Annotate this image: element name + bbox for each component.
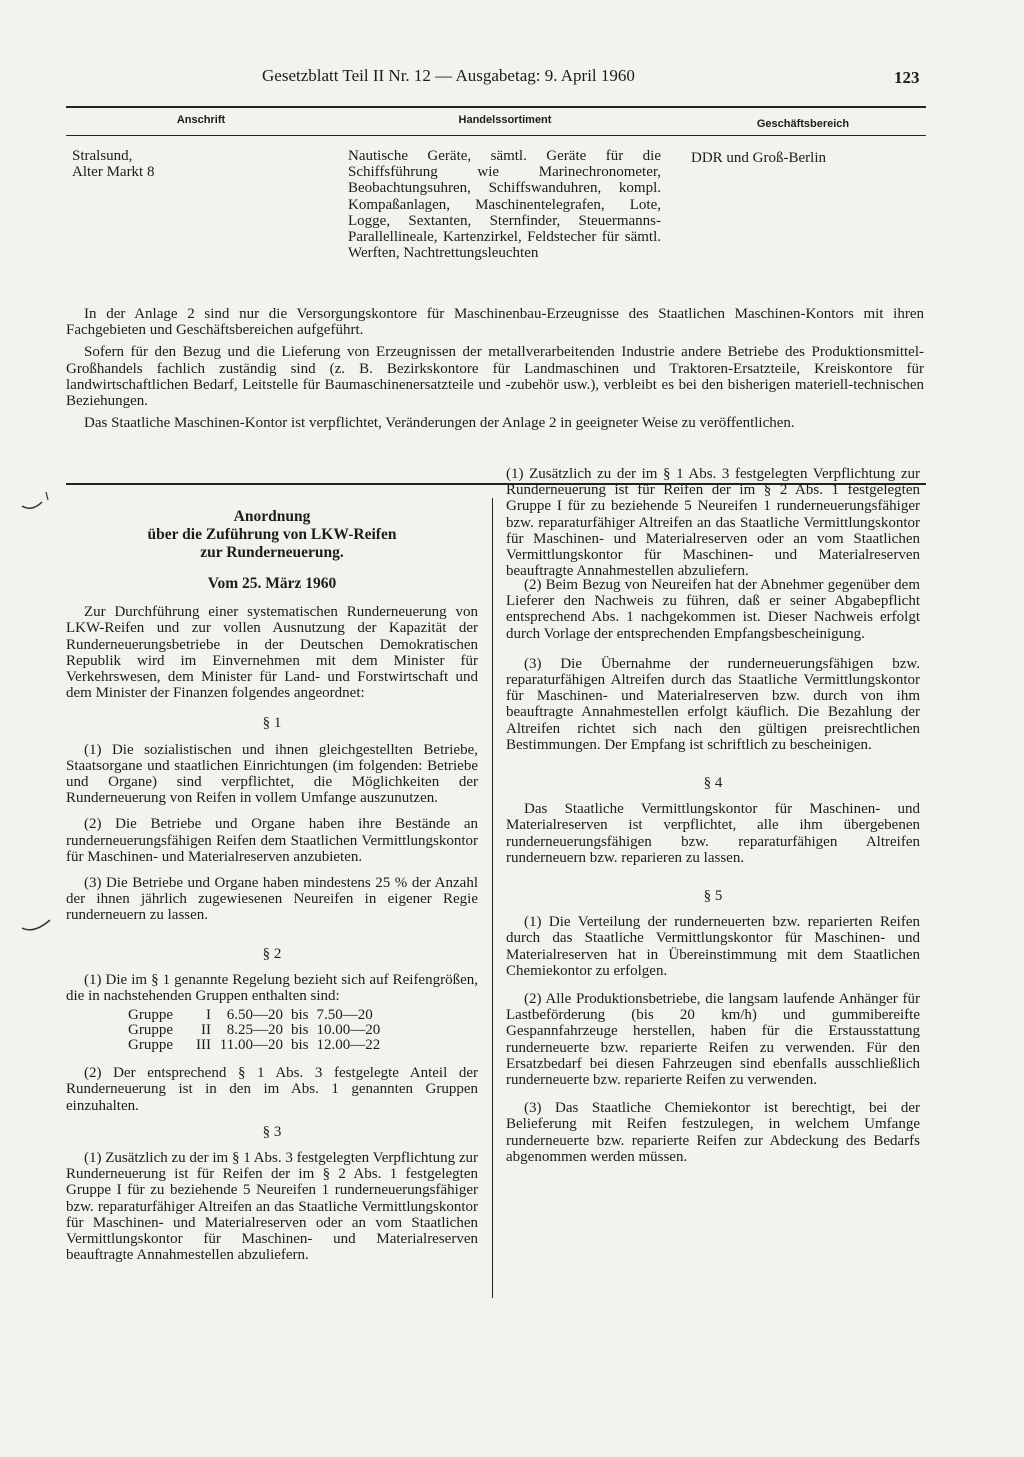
note-paragraph: Das Staatliche Maschinen-Kontor ist verpflichtet, Veränderungen der Anlage 2 in geeigneter Weise zu veröffentlichen. <box>84 415 795 432</box>
size-from: 11.00—20 <box>219 1037 283 1054</box>
s3-paragraph-1-continued-text: (1) Zusätzlich zu der im § 1 Abs. 3 festgelegten Verpflichtung zur Runderneuerung ist für Reifen der im § 2 Abs. 1 festgelegten Gruppe I für zu beziehende 5 Neureifen 1 runderneuerungsfähiger bzw. reparaturfähiger Altreifen an das Staatliche Vermittlungskontor für Maschinen- und Materialreserven oder an vom Staatlichen Vermittlungskontor für Maschinen- und Materialreserven beauftragte Annahmestellen abzuliefern. <box>506 466 920 580</box>
ordinance-date: Vom 25. März 1960 <box>207 575 337 592</box>
address-line-1: Stralsund, <box>72 148 133 164</box>
section-1-heading: § 1 <box>262 715 282 732</box>
note-paragraph: Sofern für den Bezug und die Lieferung von Erzeugnissen der metallverarbeitenden Industrie andere Betriebe des Produktionsmittel-Großhandels fachlich zuständig sind (z. B. Bezirkskontore für Landmaschinen und Traktoren-Ersatzteile, Kreiskontore für landwirtschaftlichen Bedarf, Leitstelle für Baumaschinenersatzteile und -zubehör usw.), verbleibt es bei den bisherigen materiell-technischen Beziehungen. <box>66 344 924 410</box>
table-header-rule <box>66 135 926 136</box>
group-number: III <box>196 1037 211 1054</box>
section-5-heading: § 5 <box>703 888 723 905</box>
group-label: Gruppe <box>128 1022 173 1039</box>
size-to: 10.00—20 <box>316 1022 381 1039</box>
group-number: I <box>206 1007 211 1024</box>
s5-paragraph-3: (3) Das Staatliche Chemiekontor ist berechtigt, bei der Belieferung mit Reifen festzulegen, in welchem Umfange runderneuerte bzw. reparierte Reifen zur Abdeckung des Bedarfs abgenommen werden müssen. <box>506 1100 920 1165</box>
title-line-1: Anordnung <box>233 508 311 525</box>
tire-groups-table <box>124 1008 384 1053</box>
s5-paragraph-2: (2) Alle Produktionsbetriebe, die langsam laufende Anhänger für Lastbeförderung (bis 20 km/h) und gummibereifte Gespannfahrzeuge herstellen, haben für die Erstausstattung runderneuerte bzw. reparierte Reifen zu verwenden. Für den Ersatzbedarf bei diesen Fahrzeugen sind ebenfalls ausschließlich runderneuerte bzw. reparierte Reifen zu verwenden. <box>506 991 920 1089</box>
s5-paragraph-1: (1) Die Verteilung der runderneuerten bzw. reparierten Reifen durch das Staatliche Vermittlungskontor für Maschinen- und Materialreserven hat in Übereinstimmung mit dem Staatlichen Chemiekontor zu erfolgen. <box>506 914 920 979</box>
title-line-3: zur Runderneuerung. <box>200 544 344 561</box>
table-top-rule <box>66 106 926 108</box>
note-paragraph: In der Anlage 2 sind nur die Versorgungskontore für Maschinenbau-Erzeugnisse des Staatlichen Maschinen-Kontors mit ihren Fachgebieten und Geschäftsbereichen aufgeführt. <box>66 306 924 339</box>
group-number: II <box>201 1022 211 1039</box>
size-from: 8.25—20 <box>226 1022 283 1039</box>
s2-paragraph-2: (2) Der entsprechend § 1 Abs. 3 festgelegte Anteil der Runderneuerung ist in den im Abs. 1 genannten Gruppen einzuhalten. <box>66 1065 478 1114</box>
size-separator: bis <box>291 1007 309 1024</box>
s3-paragraph-1: (1) Zusätzlich zu der im § 1 Abs. 3 festgelegten Verpflichtung zur Runderneuerung ist für Reifen der im § 2 Abs. 1 festgelegten Gruppe I für zu beziehende 5 Neureifen 1 runderneuerungsfähiger bzw. reparaturfähiger Altreifen an das Staatliche Vermittlungskontor für Maschinen- und Materialreserven oder an vom Staatlichen Vermittlungskontor für Maschinen- und Materialreserven beauftragte Annahmestellen abzuliefern. <box>66 1150 478 1264</box>
running-header <box>262 66 722 86</box>
s1-paragraph-3: (3) Die Betriebe und Organe haben mindestens 25 % der Anzahl der ihnen jährlich zugewiesenen Neureifen in eigener Regie runderneuern zu lassen. <box>66 875 478 924</box>
column-divider <box>492 498 493 1298</box>
title-line-2: über die Zuführung von LKW-Reifen <box>147 526 397 543</box>
address-line-2: Alter Markt 8 <box>72 164 155 181</box>
s2-paragraph-1: (1) Die im § 1 genannte Regelung bezieht sich auf Reifengrößen, die in nachstehenden Gruppen enthalten sind: <box>66 971 478 1005</box>
page-number: 123 <box>894 68 920 87</box>
notes-block <box>66 306 924 431</box>
area-cell: DDR und Groß-Berlin <box>691 150 826 166</box>
margin-tick-mark-icon <box>18 488 58 514</box>
right-column <box>506 466 920 1165</box>
s3-paragraph-1-continued <box>506 466 920 580</box>
size-from: 6.50—20 <box>226 1007 283 1024</box>
section-4-heading: § 4 <box>703 775 723 792</box>
table-row <box>124 1008 384 1023</box>
size-separator: bis <box>291 1037 309 1054</box>
column-header-address: Anschrift <box>176 114 226 126</box>
header-title: Gesetzblatt Teil II Nr. 12 — Ausgabetag: 9. April 1960 <box>262 66 635 85</box>
s1-paragraph-2: (2) Die Betriebe und Organe haben ihre Bestände an runderneuerungsfähigen Reifen dem Staatlichen Vermittlungskontor für Maschinen- und Materialreserven anzubieten. <box>66 816 478 865</box>
size-to: 12.00—22 <box>316 1037 381 1054</box>
assortment-cell: Nautische Geräte, sämtl. Geräte für die Schiffsführung wie Marinechronometer, Beobachtungsuhren, Schiffswanduhren, kompl. Kompaßanlagen, Maschinentelegrafen, Lote, Logge, Sextanten, Sternfinder, Steuermanns-Parallellineale, Kartenzirkel, Feldstecher für sämtl. Werften, Nachtrettungsleuchten <box>348 148 661 262</box>
s1-paragraph-1: (1) Die sozialistischen und ihnen gleichgestellten Betriebe, Staatsorgane und staatlichen Einrichtungen (im folgenden: Betriebe und Organe) sind verpflichtet, die Möglichkeiten der Runderneuerung von Reifen in vollem Umfange auszunutzen. <box>66 741 478 807</box>
group-label: Gruppe <box>128 1037 173 1054</box>
section-2-heading: § 2 <box>262 945 282 962</box>
s3-paragraph-2: (2) Beim Bezug von Neureifen hat der Abnehmer gegenüber dem Lieferer den Nachweis zu führen, daß er seiner Abgabepflicht entsprechend Abs. 1 nachgekommen ist. Dieser Nachweis erfolgt durch Vorlage der entsprechenden Empfangsbescheinigung. <box>506 577 920 642</box>
column-header-area: Geschäftsbereich <box>756 118 850 130</box>
table-row <box>124 1038 384 1053</box>
left-column <box>66 508 478 1264</box>
size-to: 7.50—20 <box>316 1007 373 1024</box>
section-3-heading: § 3 <box>262 1123 282 1140</box>
table-row <box>124 1023 384 1038</box>
size-separator: bis <box>291 1022 309 1039</box>
s4-paragraph-1: Das Staatliche Vermittlungskontor für Maschinen- und Materialreserven ist verpflichtet, alle ihm übergebenen runderneuerungsfähigen bzw. reparaturfähigen Altreifen runderneuern bzw. reparieren zu lassen. <box>506 801 920 866</box>
margin-tick-mark-icon <box>20 914 54 934</box>
ordinance-title <box>66 508 478 562</box>
s3-paragraph-3: (3) Die Übernahme der runderneuerungsfähigen bzw. reparaturfähigen Altreifen durch das Staatliche Vermittlungskontor für Maschinen- und Materialreserven bzw. durch von ihm beauftragte Annahmestellen erfolgt käuflich. Die Bezahlung der Altreifen richtet sich nach den gültigen preisrechtlichen Bestimmungen. Der Empfang ist schriftlich zu bescheinigen. <box>506 655 920 753</box>
group-label: Gruppe <box>128 1007 173 1024</box>
column-header-assortment: Handelssortiment <box>458 114 552 126</box>
preamble: Zur Durchführung einer systematischen Runderneuerung von LKW-Reifen und zur vollen Ausnutzung der Kapazität der Runderneuerungsbetriebe in der Deutschen Demokratischen Republik wird im Einvernehmen mit dem Minister für Verkehrswesen, dem Minister für Land- und Forstwirtschaft und dem Minister der Finanzen folgendes angeordnet: <box>66 604 478 702</box>
address-cell <box>72 148 272 180</box>
